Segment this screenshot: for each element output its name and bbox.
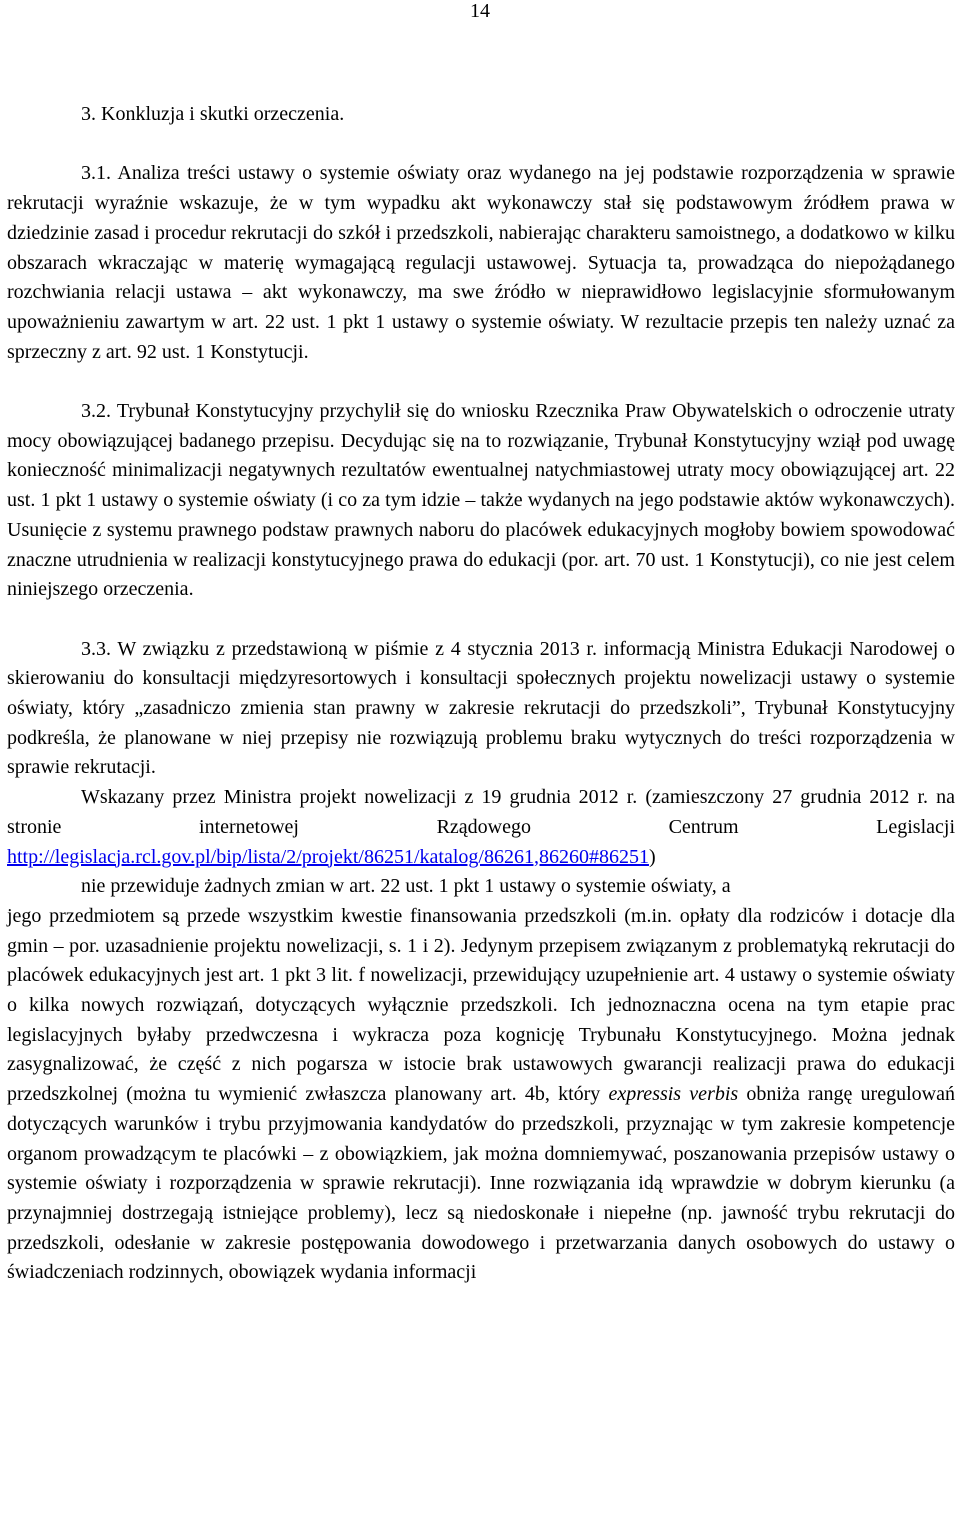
- draft-reference-closing: ): [648, 845, 656, 868]
- paragraph-3-3: 3.3. W związku z przedstawioną w piśmie z 4 stycznia 2013 r. informacją Ministra Edukacji Narodowej o skierowaniu do konsultacji międzyresortowych i konsultacji społecznych projektu nowelizacji ustawy o systemie oświaty, który „zasadniczo zmienia stan prawny w zakresie rekrutacji do przedszkoli”, Trybunał Konstytucyjny podkreśla, że planowane w niej przepisy nie rozwiązują problemu braku wytycznych do treści rozporządzenia w sprawie rekrutacji.: [7, 637, 955, 779]
- spacer: [7, 367, 955, 397]
- spacer: [7, 130, 955, 160]
- paragraph-3-2: 3.2. Trybunał Konstytucyjny przychylił się do wniosku Rzecznika Praw Obywatelskich o odroczenie utraty mocy obowiązującej badanego przepisu. Decydując się na to rozwiązanie, Trybunał Konstytucyjny wziął pod uwagę konieczność minimalizacji negatywnych rezultatów ewentualnej natychmiastowej utraty mocy obowiązującej art. 22 ust. 1 pkt 1 ustawy o systemie oświaty (i co za tym idzie – także wydanych na jego podstawie aktów wykonawczych). Usunięcie z systemu prawnego podstaw prawnych naboru do placówek edukacyjnych mogłoby bowiem spowodować znaczne utrudnienia w realizacji konstytucyjnego prawa do edukacji (por. art. 70 ust. 1 Konstytucji), co nie jest celem niniejszego orzeczenia.: [7, 400, 955, 601]
- paragraph-continuation-first-line: nie przewiduje żadnych zmian w art. 22 ust. 1 pkt 1 ustawy o systemie oświaty, a: [81, 875, 731, 898]
- continuation-text-part-1: jego przedmiotem są przede wszystkim kwestie finansowania przedszkoli (m.in. opłaty dla rodziców i dotacje dla gmin – por. uzasadnienie projektu nowelizacji, s. 1 i 2). Jedynym przepisem związanym z problematyką rekrutacji do placówek edukacyjnych jest art. 1 pkt 3 lit. f nowelizacji, przewidujący uzupełnienie art. 4 ustawy o systemie oświaty o kilka nowych rozwiązań, dotyczących wyłącznie przedszkoli. Ich jednoznaczna ocena na tym etapie prac legislacyjnych byłaby przedwczesna i wykracza poza kognicję Trybunału Konstytucyjnego. Można jednak zasygnalizować, że część z nich pogarsza w istocie brak ustawowych gwarancji realizacji prawa do edukacji przedszkolnej (można tu wymienić zwłaszcza planowany art. 4b, który: [7, 904, 955, 1106]
- paragraph-continuation: [7, 902, 955, 1288]
- paragraph-draft-reference: [7, 783, 955, 872]
- paragraph-3-1: 3.1. Analiza treści ustawy o systemie oświaty oraz wydanego na jej podstawie rozporządzenia w sprawie rekrutacji wyraźnie wskazuje, że w tym wypadku akt wykonawczy stał się podstawowym źródłem prawa w dziedzinie zasad i procedur rekrutacji do szkół i przedszkoli, nabierając charakteru samoistnego, a dodatkowo w kilku obszarach wkraczając w materię wymagającą regulacji ustawowej. Sytuacja ta, prowadząca do niepożądanego rozchwiania relacji ustawa – akt wykonawczy, ma swe źródło w nieprawidłowo legislacyjnie sformułowanym upoważnieniu zawartym w art. 22 ust. 1 pkt 1 ustawy o systemie oświaty. W rezultacie przepis ten należy uznać za sprzeczny z art. 92 ust. 1 Konstytucji.: [7, 162, 955, 363]
- section-heading: 3. Konkluzja i skutki orzeczenia.: [81, 103, 345, 125]
- draft-reference-text: Wskazany przez Ministra projekt nowelizacji z 19 grudnia 2012 r. (zamieszczony 27 grudnia 2012 r. na stronie internetowej Rządowego Centrum Legislacji: [7, 786, 955, 838]
- page-number: 14: [470, 0, 490, 22]
- rcl-link[interactable]: http://legislacja.rcl.gov.pl/bip/lista/2/projekt/86251/katalog/86261,86260#86251: [7, 845, 649, 868]
- document-body: [7, 100, 955, 1288]
- continuation-text-part-2: obniża rangę uregulowań dotyczących warunków i trybu przyjmowania kandydatów do przedszkoli, przyznając w tym zakresie kompetencje organom prowadzącym te placówki – z obowiązkiem, jak można domniemywać, poszanowania przepisów ustawy o systemie oświaty i rozporządzenia w sprawie rekrutacji). Inne rozwiązania idą wprawdzie w dobrym kierunku (a przynajmniej dostrzegają istniejące problemy), lecz są niedoskonałe i niepełne (np. jawność trybu rekrutacji do przedszkoli, odesłanie w zakresie postępowania dowodowego i przetwarzania danych osobowych do ustawy o świadczeniach rodzinnych, obowiązek wydania informacji: [7, 1083, 955, 1284]
- spacer: [7, 605, 955, 635]
- latin-phrase: expressis verbis: [608, 1083, 739, 1106]
